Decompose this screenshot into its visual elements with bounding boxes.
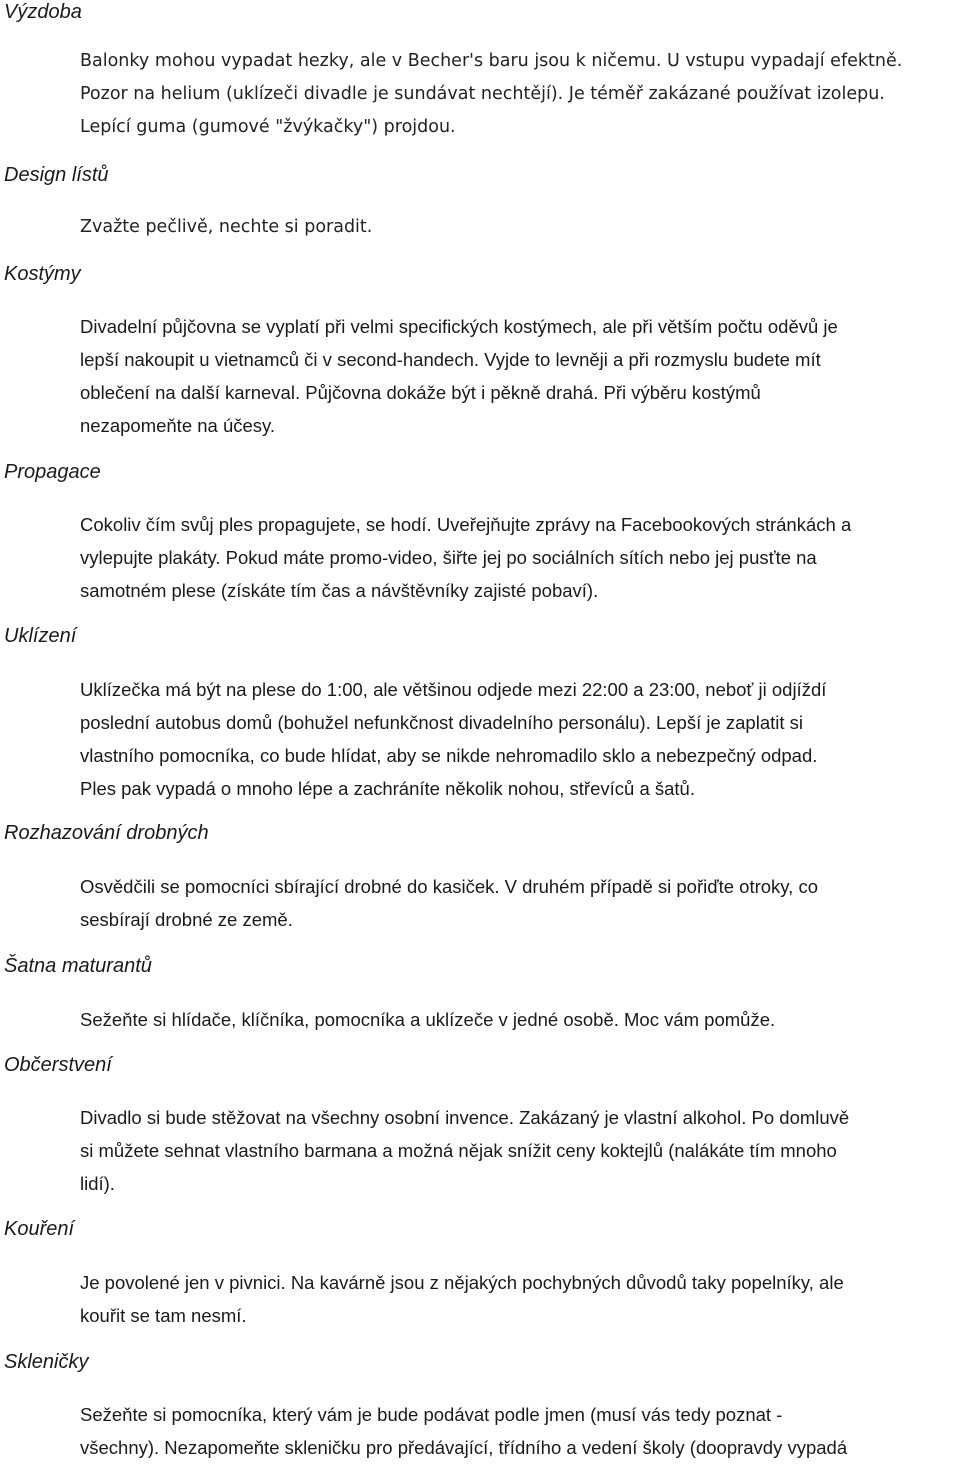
paragraph-line: Sežeňte si hlídače, klíčníka, pomocníka a uklízeče v jedné osobě. Moc vám pomůže. [80, 1009, 776, 1030]
paragraph-kostymy [80, 310, 960, 442]
paragraph-obcerstveni [80, 1101, 960, 1200]
paragraph-line: Zvažte pečlivě, nechte si poradit. [80, 217, 373, 237]
heading-vyzdoba: Výzdoba [4, 1, 82, 23]
paragraph-line: lepší nakoupit u vietnamců či v second-handech. Vyjde to levněji a při rozmyslu budete mít [80, 349, 821, 370]
heading-obcerstveni: Občerstvení [4, 1054, 112, 1076]
paragraph-line: Lepící guma (gumové "žvýkačky") projdou. [80, 117, 456, 137]
paragraph-line: Je povolené jen v pivnici. Na kavárně jsou z nějakých pochybných důvodů taky popelníky, ale [80, 1272, 844, 1293]
paragraph-sklenicky [80, 1398, 960, 1464]
heading-koureni: Kouření [4, 1218, 75, 1240]
paragraph-line: Divadlo si bude stěžovat na všechny osobní invence. Zakázaný je vlastní alkohol. Po domluvě [80, 1107, 850, 1128]
paragraph-line: všechny). Nezapomeňte skleničku pro předávající, třídního a vedení školy (doopravdy vypadá [80, 1437, 848, 1458]
heading-design-listu: Design lístů [4, 164, 109, 186]
paragraph-line: Uklízečka má být na plese do 1:00, ale většinou odjede mezi 22:00 a 23:00, neboť ji odjíždí [80, 679, 827, 700]
paragraph-line: Ples pak vypadá o mnoho lépe a zachráníte několik nohou, střevíců a šatů. [80, 778, 695, 799]
paragraph-line: Cokoliv čím svůj ples propagujete, se hodí. Uveřejňujte zprávy na Facebookových stránkách a [80, 514, 852, 535]
paragraph-rozhazovani-drobnych [80, 870, 960, 936]
paragraph-line: si můžete sehnat vlastního barmana a možná nějak snížit ceny koktejlů (nalákáte tím mnoho [80, 1140, 837, 1161]
paragraph-line: samotném plese (získáte tím čas a návštěvníky zajisté pobaví). [80, 580, 599, 601]
paragraph-line: Pozor na helium (uklízeči divadle je sundávat nechtějí). Je téměř zakázané používat izolepu. [80, 84, 885, 104]
paragraph-line: nezapomeňte na účesy. [80, 415, 276, 436]
paragraph-line: sesbírají drobné ze země. [80, 909, 293, 930]
paragraph-design-listu [80, 211, 960, 244]
paragraph-line: vylepujte plakáty. Pokud máte promo-video, šiřte jej po sociálních sítích nebo jej pusťte na [80, 547, 817, 568]
paragraph-line: kouřit se tam nesmí. [80, 1305, 247, 1326]
paragraph-line: Osvědčili se pomocníci sbírající drobné do kasiček. V druhém případě si pořiďte otroky, co [80, 876, 819, 897]
paragraph-line: Divadelní půjčovna se vyplatí při velmi specifických kostýmech, ale při větším počtu oděvů je [80, 316, 838, 337]
heading-rozhazovani-drobnych: Rozhazování drobných [4, 822, 209, 844]
heading-propagace: Propagace [4, 461, 101, 483]
heading-kostymy: Kostýmy [4, 263, 81, 285]
paragraph-koureni [80, 1266, 960, 1332]
paragraph-propagace [80, 508, 960, 607]
heading-sklenicky: Skleničky [4, 1351, 89, 1373]
paragraph-line: Balonky mohou vypadat hezky, ale v Becher's baru jsou k ničemu. U vstupu vypadají efektně. [80, 51, 903, 71]
paragraph-uklizeni [80, 673, 960, 805]
paragraph-line: vlastního pomocníka, co bude hlídat, aby se nikde nehromadilo sklo a nebezpečný odpad. [80, 745, 818, 766]
heading-uklizeni: Uklízení [4, 625, 77, 647]
paragraph-line: Sežeňte si pomocníka, který vám je bude podávat podle jmen (musí vás tedy poznat - [80, 1404, 783, 1425]
paragraph-vyzdoba [80, 45, 960, 144]
paragraph-satna-maturantu [80, 1003, 960, 1036]
paragraph-line: oblečení na další karneval. Půjčovna dokáže být i pěkně drahá. Při výběru kostýmů [80, 382, 761, 403]
heading-satna-maturantu: Šatna maturantů [4, 955, 152, 977]
paragraph-line: poslední autobus domů (bohužel nefunkčnost divadelního personálu). Lepší je zaplatit si [80, 712, 803, 733]
paragraph-line: lidí). [80, 1173, 115, 1194]
